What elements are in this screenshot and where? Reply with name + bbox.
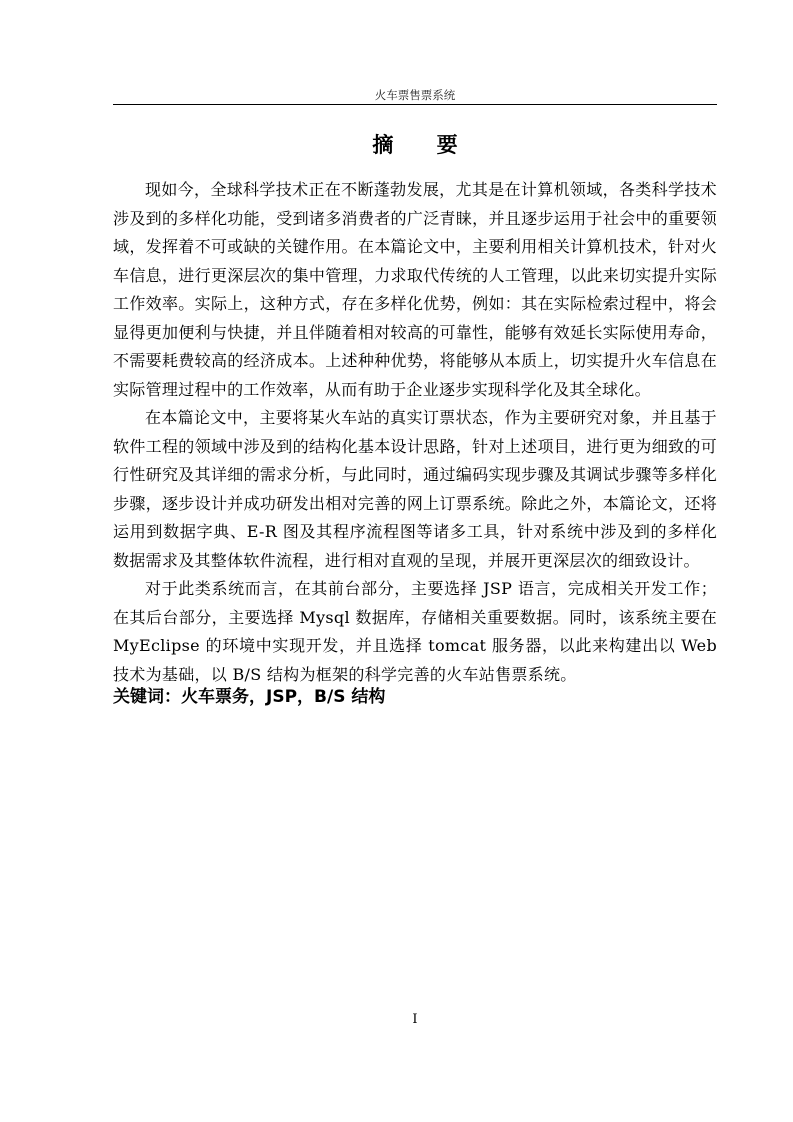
abstract-title: 摘 要 [372, 132, 476, 157]
abstract-paragraph-3: 对于此类系统而言，在其前台部分，主要选择 JSP 语言，完成相关开发工作；在其后台部分，主要选择 Mysql 数据库，存储相关重要数据。同时，该系统主要在 MyEclipse 的环境中实现开发，并且选择 tomcat 服务器，以此来构建出以 Web 技术为基础，以 B/S 结构为框架的科学完善的火车站售票系统。 [113, 579, 717, 684]
header-rule [113, 104, 717, 105]
keywords-line: 关键词：火车票务，JSP，B/S 结构 [113, 687, 386, 707]
abstract-body [113, 176, 717, 689]
abstract-paragraph-1: 现如今，全球科学技术正在不断蓬勃发展，尤其是在计算机领域，各类科学技术涉及到的多样化功能，受到诸多消费者的广泛青睐，并且逐步运用于社会中的重要领域，发挥着不可或缺的关键作用。在本篇论文中，主要利用相关计算机技术，针对火车信息，进行更深层次的集中管理，力求取代传统的人工管理，以此来切实提升实际工作效率。实际上，这种方式，存在多样化优势，例如：其在实际检索过程中，将会显得更加便利与快捷，并且伴随着相对较高的可靠性，能够有效延长实际使用寿命，不需要耗费较高的经济成本。上述种种优势，将能够从本质上，切实提升火车信息在实际管理过程中的工作效率，从而有助于企业逐步实现科学化及其全球化。 [113, 180, 717, 399]
running-header: 火车票售票系统 [374, 88, 456, 102]
abstract-paragraph-2: 在本篇论文中，主要将某火车站的真实订票状态，作为主要研究对象，并且基于软件工程的领域中涉及到的结构化基本设计思路，针对上述项目，进行更为细致的可行性研究及其详细的需求分析，与此同时，通过编码实现步骤及其调试步骤等多样化步骤，逐步设计并成功研发出相对完善的网上订票系统。除此之外，本篇论文，还将运用到数据字典、E-R 图及其程序流程图等诸多工具，针对系统中涉及到的多样化数据需求及其整体软件流程，进行相对直观的呈现，并展开更深层次的细致设计。 [113, 408, 717, 570]
page-number: I [412, 1012, 418, 1027]
